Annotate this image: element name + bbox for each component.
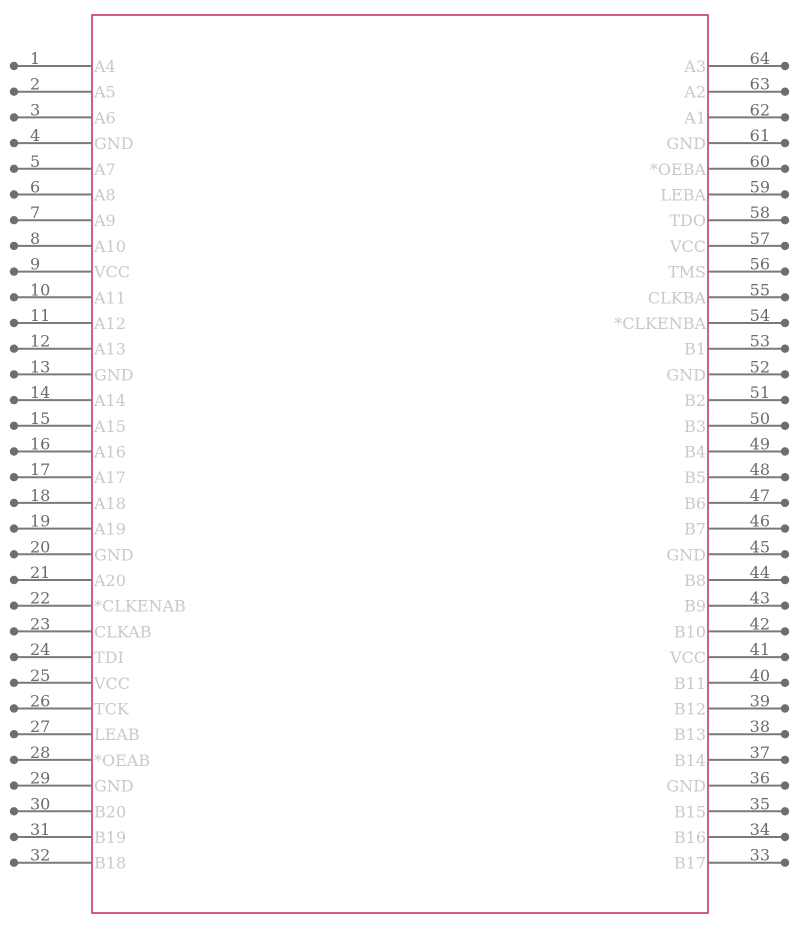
- pin-connector-dot: [781, 422, 789, 430]
- pin-connector-dot: [781, 781, 789, 789]
- pin-name: B2: [684, 391, 706, 411]
- pin-number: 44: [749, 563, 770, 582]
- pin-number: 41: [749, 640, 770, 660]
- pin-13: [10, 357, 134, 384]
- pin-36: [666, 769, 789, 796]
- pin-name: GND: [94, 545, 134, 565]
- pin-number: 25: [30, 665, 51, 685]
- pin-name: GND: [94, 365, 134, 385]
- pin-number: 3: [30, 100, 41, 120]
- pin-name: A6: [94, 108, 116, 128]
- pin-name: A16: [94, 442, 126, 462]
- pin-17: [10, 460, 126, 487]
- pin-name: B20: [94, 802, 127, 822]
- pin-number: 34: [749, 820, 770, 839]
- pin-connector-dot: [10, 576, 18, 584]
- pin-number: 62: [749, 100, 770, 120]
- pin-connector-dot: [10, 807, 18, 815]
- pin-connector-dot: [781, 499, 789, 507]
- pin-name: B1: [684, 339, 706, 359]
- pin-connector-dot: [781, 833, 789, 841]
- pin-number: 27: [30, 717, 51, 737]
- pin-connector-dot: [10, 396, 18, 404]
- pin-9: [10, 255, 130, 282]
- pin-21: [10, 563, 126, 590]
- pin-32: [10, 846, 126, 873]
- pin-name: B7: [684, 519, 706, 539]
- pin-connector-dot: [10, 473, 18, 481]
- pin-connector-dot: [10, 165, 18, 173]
- pin-number: 64: [749, 49, 770, 68]
- pin-connector-dot: [10, 602, 18, 610]
- pin-39: [674, 692, 789, 719]
- pin-44: [684, 563, 789, 590]
- pin-name: TCK: [94, 699, 129, 719]
- pin-2: [10, 75, 116, 102]
- pin-name: A20: [94, 571, 126, 590]
- pin-name: A4: [94, 57, 116, 76]
- pin-28: [10, 743, 150, 770]
- pin-38: [674, 717, 789, 744]
- pin-name: LEAB: [94, 725, 140, 745]
- pin-name: *OEBA: [649, 159, 706, 179]
- pin-name: TDI: [94, 648, 124, 668]
- pin-name: B4: [684, 442, 706, 462]
- pin-name: GND: [666, 134, 706, 154]
- pin-name: B3: [684, 416, 706, 436]
- pin-19: [10, 512, 126, 539]
- pin-number: 59: [749, 177, 770, 197]
- pin-connector-dot: [10, 653, 18, 661]
- pin-49: [684, 435, 789, 462]
- pin-number: 40: [749, 665, 770, 685]
- pin-number: 2: [30, 74, 41, 94]
- pin-connector-dot: [10, 293, 18, 301]
- pin-50: [684, 409, 789, 436]
- pin-connector-dot: [10, 370, 18, 378]
- pin-48: [684, 460, 789, 487]
- pin-connector-dot: [781, 447, 789, 455]
- pin-number: 58: [749, 203, 770, 223]
- pin-connector-dot: [10, 730, 18, 738]
- pin-name: B5: [684, 468, 706, 488]
- pin-24: [10, 640, 124, 667]
- pin-name: A18: [94, 493, 126, 513]
- pin-42: [674, 614, 789, 641]
- pin-14: [10, 383, 126, 410]
- pin-51: [684, 383, 789, 410]
- pin-number: 20: [30, 537, 51, 557]
- pin-connector-dot: [10, 345, 18, 353]
- pin-number: 36: [749, 768, 770, 788]
- pin-number: 54: [749, 306, 770, 325]
- pin-number: 24: [30, 640, 51, 660]
- pin-number: 26: [30, 691, 51, 711]
- pin-number: 7: [30, 203, 41, 223]
- pin-connector-dot: [10, 524, 18, 532]
- pin-22: [10, 589, 186, 616]
- pin-name: LEBA: [660, 185, 706, 205]
- pin-connector-dot: [781, 602, 789, 610]
- pin-61: [666, 126, 789, 153]
- pin-connector-dot: [10, 627, 18, 635]
- pin-16: [10, 435, 126, 462]
- pin-7: [10, 203, 116, 230]
- pin-connector-dot: [10, 267, 18, 275]
- pin-number: 31: [30, 820, 51, 839]
- pin-number: 14: [30, 383, 51, 403]
- pin-number: 35: [749, 794, 770, 814]
- pin-connector-dot: [781, 139, 789, 147]
- pin-35: [674, 794, 789, 821]
- pin-name: A12: [94, 314, 126, 333]
- pin-connector-dot: [781, 242, 789, 250]
- pin-41: [669, 640, 789, 667]
- pin-number: 53: [749, 331, 770, 351]
- pin-name: B13: [673, 725, 706, 745]
- pin-connector-dot: [10, 242, 18, 250]
- pin-11: [10, 306, 126, 333]
- pin-name: CLKAB: [94, 622, 152, 642]
- pin-25: [10, 666, 130, 693]
- pin-number: 17: [30, 460, 51, 480]
- pin-name: B9: [684, 596, 706, 616]
- pin-connector-dot: [10, 319, 18, 327]
- pin-number: 9: [30, 254, 41, 274]
- pin-number: 22: [30, 588, 51, 608]
- pin-name: GND: [94, 134, 134, 154]
- pin-name: A1: [684, 108, 706, 128]
- pin-number: 5: [30, 151, 41, 171]
- pin-connector-dot: [10, 447, 18, 455]
- pin-name: B17: [673, 853, 706, 873]
- left-pin-group: [10, 49, 186, 873]
- pin-26: [10, 692, 130, 719]
- pin-number: 28: [30, 742, 51, 762]
- pin-name: B6: [684, 493, 706, 513]
- pin-number: 46: [749, 511, 770, 531]
- pin-number: 45: [749, 537, 770, 557]
- pin-connector-dot: [781, 756, 789, 764]
- pin-number: 32: [30, 845, 51, 865]
- pin-number: 60: [749, 151, 770, 171]
- pin-number: 61: [749, 126, 770, 146]
- pin-connector-dot: [781, 473, 789, 481]
- pin-number: 37: [749, 742, 770, 762]
- pin-connector-dot: [781, 216, 789, 224]
- pin-54: [614, 306, 789, 333]
- pin-connector-dot: [781, 396, 789, 404]
- pin-number: 21: [30, 563, 51, 582]
- pin-connector-dot: [10, 704, 18, 712]
- pin-number: 19: [30, 511, 51, 531]
- pin-name: A14: [94, 391, 126, 411]
- pin-45: [666, 537, 789, 564]
- pin-name: GND: [666, 776, 706, 796]
- pin-number: 6: [30, 177, 41, 197]
- ic-body-outline: [92, 15, 708, 913]
- pin-connector-dot: [781, 807, 789, 815]
- pin-connector-dot: [781, 319, 789, 327]
- pin-number: 16: [30, 434, 51, 454]
- pin-connector-dot: [10, 216, 18, 224]
- pin-number: 38: [749, 717, 770, 737]
- pin-23: [10, 614, 152, 641]
- pin-number: 33: [749, 845, 770, 865]
- pin-58: [669, 203, 789, 230]
- pin-18: [10, 486, 126, 513]
- pin-connector-dot: [10, 859, 18, 867]
- pin-name: VCC: [669, 648, 706, 668]
- pin-number: 51: [749, 383, 770, 403]
- pin-number: 57: [749, 228, 770, 248]
- pin-name: B14: [673, 750, 706, 770]
- pin-8: [10, 229, 126, 256]
- pin-connector-dot: [781, 267, 789, 275]
- pin-connector-dot: [781, 730, 789, 738]
- pin-name: VCC: [94, 262, 131, 282]
- pin-number: 4: [30, 126, 41, 146]
- pin-number: 48: [749, 460, 770, 480]
- pin-56: [668, 255, 789, 282]
- pin-connector-dot: [781, 293, 789, 301]
- pin-15: [10, 409, 126, 436]
- pin-5: [10, 152, 116, 179]
- pin-connector-dot: [781, 679, 789, 687]
- pin-number: 56: [749, 254, 770, 274]
- pin-3: [10, 100, 116, 127]
- pin-name: B8: [684, 571, 706, 590]
- pin-name: A11: [94, 288, 126, 308]
- pin-connector-dot: [781, 653, 789, 661]
- pin-connector-dot: [10, 550, 18, 558]
- pin-name: B16: [673, 828, 706, 847]
- pin-55: [648, 280, 789, 307]
- pin-name: B11: [673, 673, 706, 693]
- pin-name: B12: [673, 699, 706, 719]
- pin-name: *CLKENAB: [94, 596, 186, 616]
- pin-connector-dot: [10, 756, 18, 764]
- pin-number: 47: [749, 485, 770, 505]
- pin-name: VCC: [669, 236, 706, 256]
- pin-name: VCC: [94, 673, 131, 693]
- pin-4: [10, 126, 134, 153]
- pin-57: [669, 229, 789, 256]
- pin-connector-dot: [781, 627, 789, 635]
- pin-connector-dot: [10, 113, 18, 121]
- pin-52: [666, 357, 789, 384]
- pin-name: CLKBA: [647, 288, 706, 308]
- right-pin-group: [614, 49, 789, 873]
- pin-20: [10, 537, 134, 564]
- pin-connector-dot: [781, 704, 789, 712]
- pin-46: [684, 512, 789, 539]
- pin-connector-dot: [781, 62, 789, 70]
- pin-name: A9: [94, 211, 116, 231]
- pin-name: B18: [94, 853, 127, 873]
- pin-name: GND: [666, 365, 706, 385]
- pin-60: [650, 152, 789, 179]
- pin-number: 15: [30, 408, 51, 428]
- pin-name: B15: [673, 802, 706, 822]
- pin-31: [10, 820, 126, 847]
- pin-name: A10: [94, 236, 126, 256]
- pin-name: A3: [684, 57, 706, 76]
- pin-37: [674, 743, 789, 770]
- pin-name: *CLKENBA: [614, 314, 706, 333]
- pin-number: 50: [749, 408, 770, 428]
- pin-name: GND: [666, 545, 706, 565]
- pin-number: 13: [30, 357, 51, 377]
- pin-number: 8: [30, 228, 41, 248]
- pin-40: [674, 666, 789, 693]
- pin-53: [684, 332, 789, 359]
- pin-number: 39: [749, 691, 770, 711]
- pin-number: 18: [30, 485, 51, 505]
- pin-connector-dot: [10, 139, 18, 147]
- pin-connector-dot: [10, 190, 18, 198]
- pin-30: [10, 794, 126, 821]
- pin-1: [10, 49, 116, 76]
- pin-connector-dot: [781, 345, 789, 353]
- pin-connector-dot: [10, 499, 18, 507]
- pin-connector-dot: [10, 833, 18, 841]
- pin-name: A15: [94, 416, 126, 436]
- pin-name: TMS: [667, 262, 706, 282]
- pin-connector-dot: [10, 679, 18, 687]
- pin-number: 10: [30, 280, 51, 300]
- pin-connector-dot: [781, 524, 789, 532]
- pin-27: [10, 717, 140, 744]
- pin-name: A19: [94, 519, 126, 539]
- pin-connector-dot: [781, 190, 789, 198]
- pin-connector-dot: [10, 781, 18, 789]
- pin-name: A7: [94, 159, 116, 179]
- pin-connector-dot: [781, 88, 789, 96]
- pin-10: [10, 280, 126, 307]
- pin-connector-dot: [10, 88, 18, 96]
- pin-number: 52: [749, 357, 770, 377]
- pin-connector-dot: [781, 165, 789, 173]
- pin-name: A17: [94, 468, 126, 488]
- pin-number: 23: [30, 614, 51, 634]
- pin-connector-dot: [781, 859, 789, 867]
- pin-connector-dot: [10, 62, 18, 70]
- pin-62: [683, 100, 789, 127]
- pin-connector-dot: [781, 550, 789, 558]
- pin-connector-dot: [781, 370, 789, 378]
- pin-63: [683, 75, 789, 102]
- pin-connector-dot: [781, 113, 789, 121]
- pin-59: [660, 178, 789, 205]
- pin-name: GND: [94, 776, 134, 796]
- pin-number: 55: [749, 280, 770, 300]
- pin-connector-dot: [781, 576, 789, 584]
- pin-name: A5: [94, 82, 116, 102]
- pin-name: B10: [673, 622, 706, 642]
- pin-name: *OEAB: [94, 750, 151, 770]
- pin-47: [684, 486, 789, 513]
- pin-number: 12: [30, 331, 51, 351]
- pin-64: [683, 49, 789, 76]
- pin-number: 1: [30, 49, 41, 68]
- pin-number: 30: [30, 794, 51, 814]
- pin-number: 63: [749, 74, 770, 94]
- pin-number: 43: [749, 588, 770, 608]
- pin-name: A2: [684, 82, 706, 102]
- pin-name: B19: [94, 828, 127, 847]
- pin-number: 49: [749, 434, 770, 454]
- pin-name: TDO: [669, 211, 706, 231]
- pin-number: 29: [30, 768, 51, 788]
- pin-number: 42: [749, 614, 770, 634]
- pin-number: 11: [30, 306, 51, 325]
- pin-6: [10, 178, 116, 205]
- pin-33: [674, 846, 789, 873]
- pin-name: A13: [94, 339, 126, 359]
- pin-12: [10, 332, 126, 359]
- pin-34: [674, 820, 789, 847]
- pin-29: [10, 769, 134, 796]
- pin-43: [684, 589, 789, 616]
- pin-connector-dot: [10, 422, 18, 430]
- pin-name: A8: [94, 185, 116, 205]
